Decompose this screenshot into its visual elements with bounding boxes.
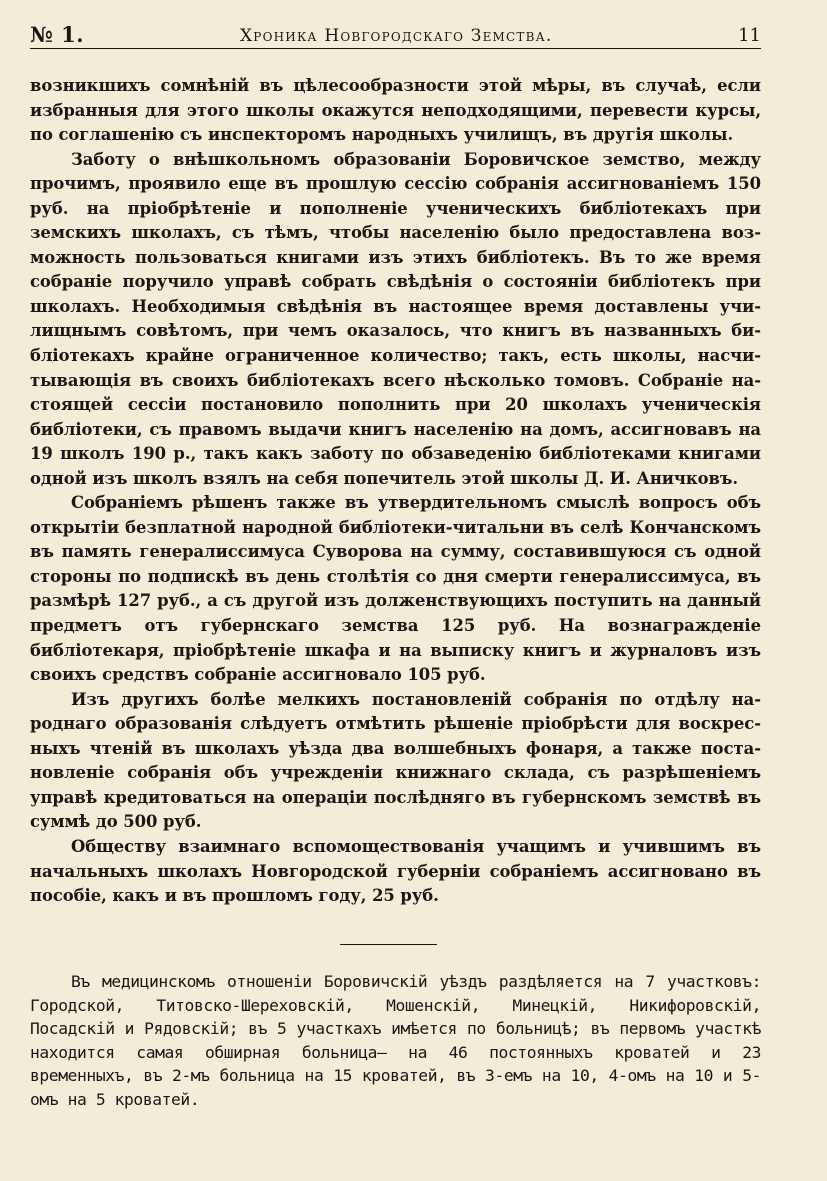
paragraph-reading-room: Собраніемъ рѣшенъ также въ утвердительномъ смыслѣ вопросъ объ открытіи безплатной народной библіотеки-читальни въ селѣ Кончанскомъ въ память генералиссимуса Суворова на сумму, составившуюся съ одной стороны по подпискѣ въ день столѣтія со дня смерти генералиссимуса, въ размѣрѣ 127 руб., а съ другой изъ долженствующихъ поступить на данный предметъ отъ губернскаго земства 125 руб. На вознагражденіе библіотекаря, пріобрѣтеніе шкафа и на выписку книгъ и журналовъ изъ своихъ средствъ собраніе ассигновало 105 руб.: [30, 493, 761, 685]
paragraph-continuation: возникшихъ сомнѣній въ цѣлесообразности этой мѣры, въ случаѣ, если избранныя для этого школы окажутся неподходящими, перевести курсы, по соглашенію съ инспекторомъ народныхъ училищъ, въ другія школы.: [30, 76, 761, 145]
main-text-block: [30, 74, 761, 909]
section-divider: [340, 944, 437, 945]
paragraph-mutual-aid: Обществу взаимнаго вспомоществованія учащимъ и учившимъ въ начальныхъ школахъ Новгородской губерніи собраніемъ ассигновано въ пособіе, какъ и въ прошломъ году, 25 руб.: [30, 836, 761, 906]
page-number: 11: [738, 25, 761, 46]
paragraph-minor-resolutions: Изъ другихъ болѣе мелкихъ постановленій собранія по отдѣлу народнаго образованія слѣдуетъ отмѣтить рѣшеніе пріобрѣсти для воскресныхъ чтеній въ школахъ уѣзда два волшебныхъ фонаря, а также постановленіе собранія объ учрежденіи книжнаго склада, съ разрѣшеніемъ управѣ кредитоваться на операціи послѣдняго въ губернскомъ земствѣ въ суммѣ до 500 руб.: [30, 689, 761, 832]
journal-title: Хроника Новгородскаго Земства.: [240, 26, 553, 46]
medical-text-block: [30, 970, 761, 1112]
header-rule: [30, 48, 761, 49]
issue-number: № 1.: [30, 22, 85, 47]
paragraph-medical: Въ медицинскомъ отношеніи Боровичскій уѣздъ раздѣляется на 7 участковъ: Городской, Титовско-Шереховскій, Мошенскій, Минецкій, Никифоровскій, Посадскій и Рядовскій; въ 5 участкахъ имѣется по больницѣ; въ первомъ участкѣ находится самая обширная больница— на 46 постоянныхъ кроватей и 23 временныхъ, въ 2-мъ больница на 15 кроватей, въ 3-емъ на 10, 4-омъ на 10 и 5-омъ на 5 кроватей.: [30, 972, 761, 1109]
paragraph-libraries: Заботу о внѣшкольномъ образованіи Боровичское земство, между прочимъ, проявило еще въ прошлую сессію собранія ассигнованіемъ 150 руб. на пріобрѣтеніе и пополненіе ученическихъ библіотекахъ при земскихъ школахъ, съ тѣмъ, чтобы населенію было предоставлена возможность пользоваться книгами изъ этихъ библіотекъ. Въ то же время собраніе поручило управѣ собрать свѣдѣнія о состояніи библіотекъ при школахъ. Необходимыя свѣдѣнія въ настоящее время доставлены училищнымъ совѣтомъ, при чемъ оказалось, что книгъ въ названныхъ библіотекахъ крайне ограниченное количество; такъ, есть школы, насчитывающія въ своихъ библіотекахъ всего нѣсколько томовъ. Собраніе настоящей сессіи постановило пополнить при 20 школахъ ученическія библіотеки, съ правомъ выдачи книгъ населенію на домъ, ассигновавъ на 19 школъ 190 р., такъ какъ заботу по обзаведенію библіотеками книгами одной изъ школъ взялъ на себя попечитель этой школы Д. И. Аничковъ.: [30, 149, 761, 488]
